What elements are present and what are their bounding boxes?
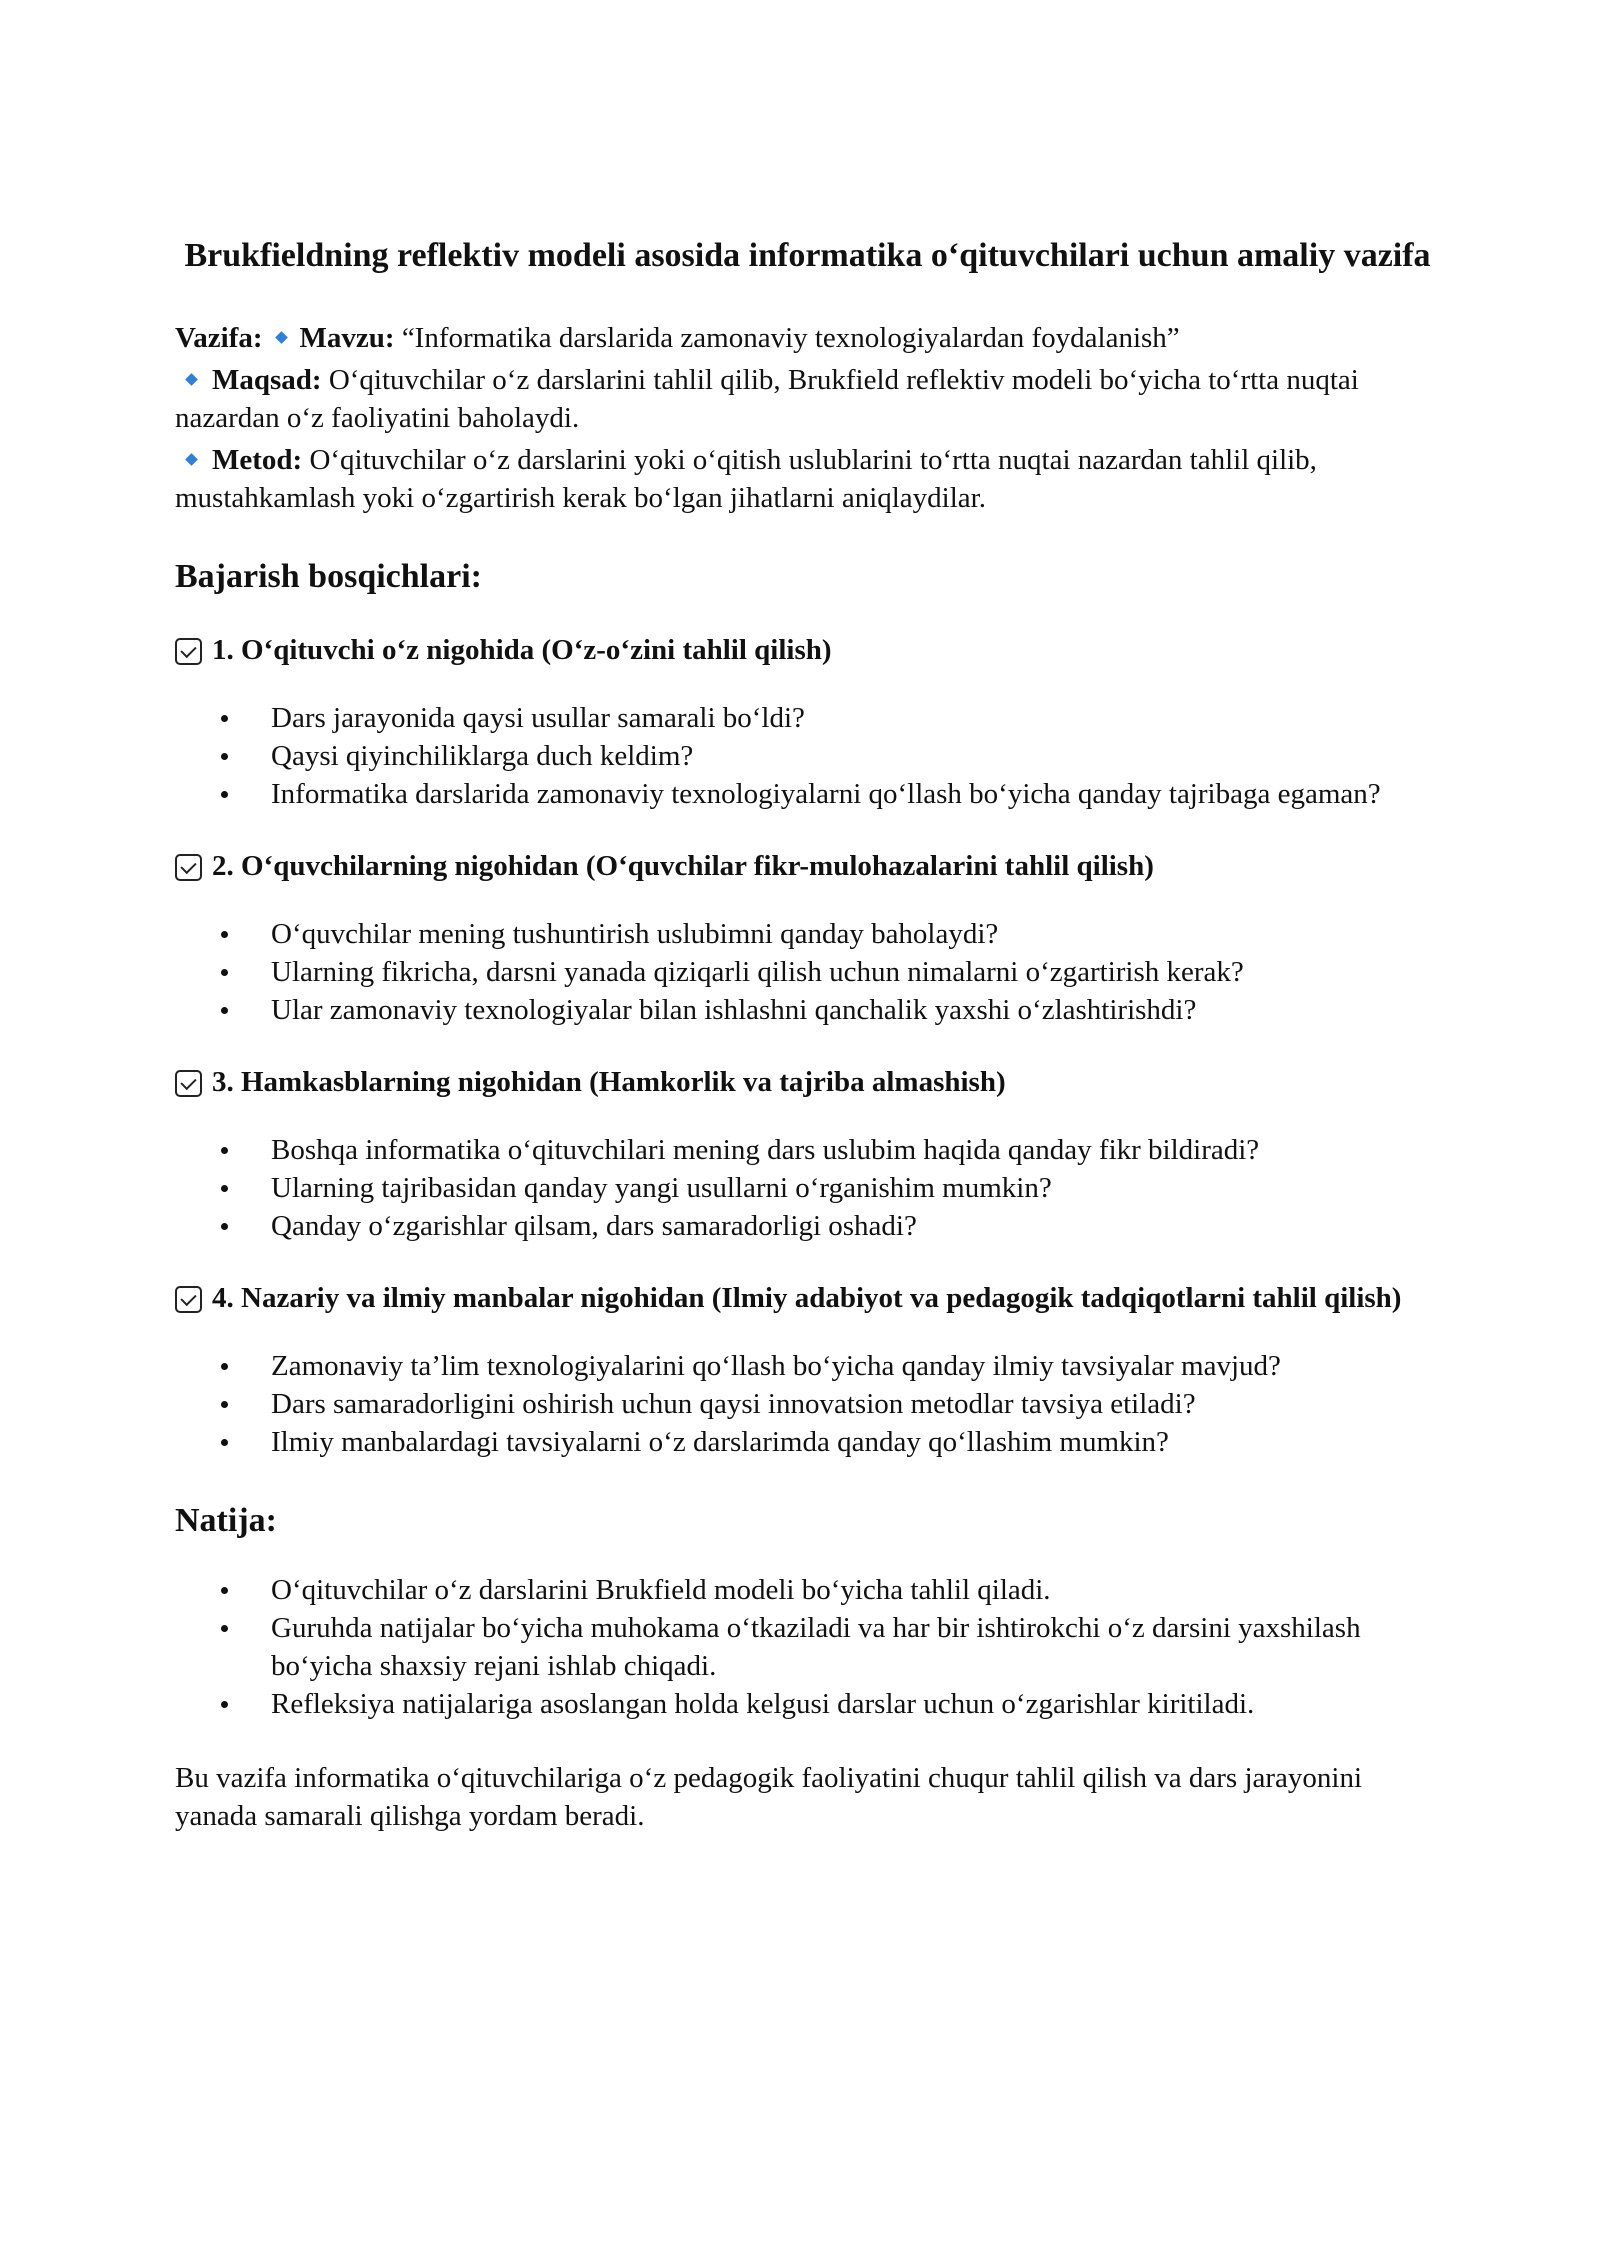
list-item: Zamonaviy ta’lim texnologiyalarini qo‘llash bo‘yicha qanday ilmiy tavsiyalar mavjud? xyxy=(271,1347,1440,1385)
step-question-list xyxy=(175,915,1440,1029)
closing-paragraph: Bu vazifa informatika o‘qituvchilariga o‘z pedagogik faoliyatini chuqur tahlil qilish va dars jarayonini yanada samarali qilishga yordam beradi. xyxy=(175,1762,1363,1832)
natija-heading: Natija: xyxy=(175,1502,277,1539)
list-item: Guruhda natijalar bo‘yicha muhokama o‘tkaziladi va har bir ishtirokchi o‘z darsini yaxshilash bo‘yicha shaxsiy rejani ishlab chiqadi. xyxy=(271,1609,1440,1685)
vazifa-line xyxy=(175,319,1440,357)
diamond-bullet-icon xyxy=(275,331,288,344)
step-title xyxy=(175,1063,1440,1101)
list-item: Informatika darslarida zamonaviy texnologiyalarni qo‘llash bo‘yicha qanday tajribaga egaman? xyxy=(271,775,1440,813)
list-item: Ularning tajribasidan qanday yangi usullarni o‘rganishim mumkin? xyxy=(271,1169,1440,1207)
checkbox-checked-icon xyxy=(175,638,202,665)
list-item: Dars samaradorligini oshirish uchun qaysi innovatsion metodlar tavsiya etiladi? xyxy=(271,1385,1440,1423)
step-title xyxy=(175,631,1440,669)
list-item: Refleksiya natijalariga asoslangan holda kelgusi darslar uchun o‘zgarishlar kiritiladi. xyxy=(271,1685,1440,1723)
step-title-text: 2. O‘quvchilarning nigohidan (O‘quvchilar fikr-mulohazalarini tahlil qilish) xyxy=(212,850,1154,882)
list-item: Ilmiy manbalardagi tavsiyalarni o‘z darslarimda qanday qo‘llashim mumkin? xyxy=(271,1423,1440,1461)
vazifa-label: Vazifa: xyxy=(175,322,263,354)
step-question-list xyxy=(175,699,1440,813)
list-item: Ular zamonaviy texnologiyalar bilan ishlashni qanchalik yaxshi o‘zlashtirishdi? xyxy=(271,991,1440,1029)
step-title xyxy=(175,847,1440,885)
list-item: O‘quvchilar mening tushuntirish uslubimni qanday baholaydi? xyxy=(271,915,1440,953)
list-item: Dars jarayonida qaysi usullar samarali bo‘ldi? xyxy=(271,699,1440,737)
mavzu-text: “Informatika darslarida zamonaviy texnologiyalardan foydalanish” xyxy=(401,322,1180,354)
checkbox-checked-icon xyxy=(175,1286,202,1313)
bajarish-heading: Bajarish bosqichlari: xyxy=(175,558,482,595)
natija-list xyxy=(175,1571,1440,1723)
task-intro xyxy=(175,319,1440,517)
step-title-text: 4. Nazariy va ilmiy manbalar nigohidan (Ilmiy adabiyot va pedagogik tadqiqotlarni tahlil qilish) xyxy=(212,1282,1402,1314)
checkbox-checked-icon xyxy=(175,1070,202,1097)
diamond-bullet-icon xyxy=(185,453,198,466)
diamond-bullet-icon xyxy=(185,373,198,386)
checkbox-checked-icon xyxy=(175,854,202,881)
step-title-text: 1. O‘qituvchi o‘z nigohida (O‘z-o‘zini tahlil qilish) xyxy=(212,634,832,666)
metod-label: Metod: xyxy=(212,444,303,476)
document-title: Brukfieldning reflektiv modeli asosida informatika o‘qituvchilari uchun amaliy vazifa xyxy=(184,237,1431,274)
metod-text: O‘qituvchilar o‘z darslarini yoki o‘qitish uslublarini to‘rtta nuqtai nazardan tahlil qilib, mustahkamlash yoki o‘zgartirish kerak bo‘lgan jihatlarni aniqlaydilar. xyxy=(175,444,1317,514)
maqsad-text: O‘qituvchilar o‘z darslarini tahlil qilib, Brukfield reflektiv modeli bo‘yicha to‘rtta nuqtai nazardan o‘z faoliyatini baholaydi. xyxy=(175,364,1359,434)
step-title-text: 3. Hamkasblarning nigohidan (Hamkorlik va tajriba almashish) xyxy=(212,1066,1006,1098)
list-item: Qanday o‘zgarishlar qilsam, dars samaradorligi oshadi? xyxy=(271,1207,1440,1245)
step-title xyxy=(175,1279,1440,1317)
list-item: Qaysi qiyinchiliklarga duch keldim? xyxy=(271,737,1440,775)
maqsad-line xyxy=(175,361,1440,437)
document-page xyxy=(175,225,1440,1864)
list-item: O‘qituvchilar o‘z darslarini Brukfield modeli bo‘yicha tahlil qiladi. xyxy=(271,1571,1440,1609)
metod-line xyxy=(175,441,1440,517)
step-question-list xyxy=(175,1347,1440,1461)
step-question-list xyxy=(175,1131,1440,1245)
maqsad-label: Maqsad: xyxy=(212,364,322,396)
list-item: Boshqa informatika o‘qituvchilari mening dars uslubim haqida qanday fikr bildiradi? xyxy=(271,1131,1440,1169)
mavzu-label: Mavzu: xyxy=(299,322,395,354)
list-item: Ularning fikricha, darsni yanada qiziqarli qilish uchun nimalarni o‘zgartirish kerak? xyxy=(271,953,1440,991)
